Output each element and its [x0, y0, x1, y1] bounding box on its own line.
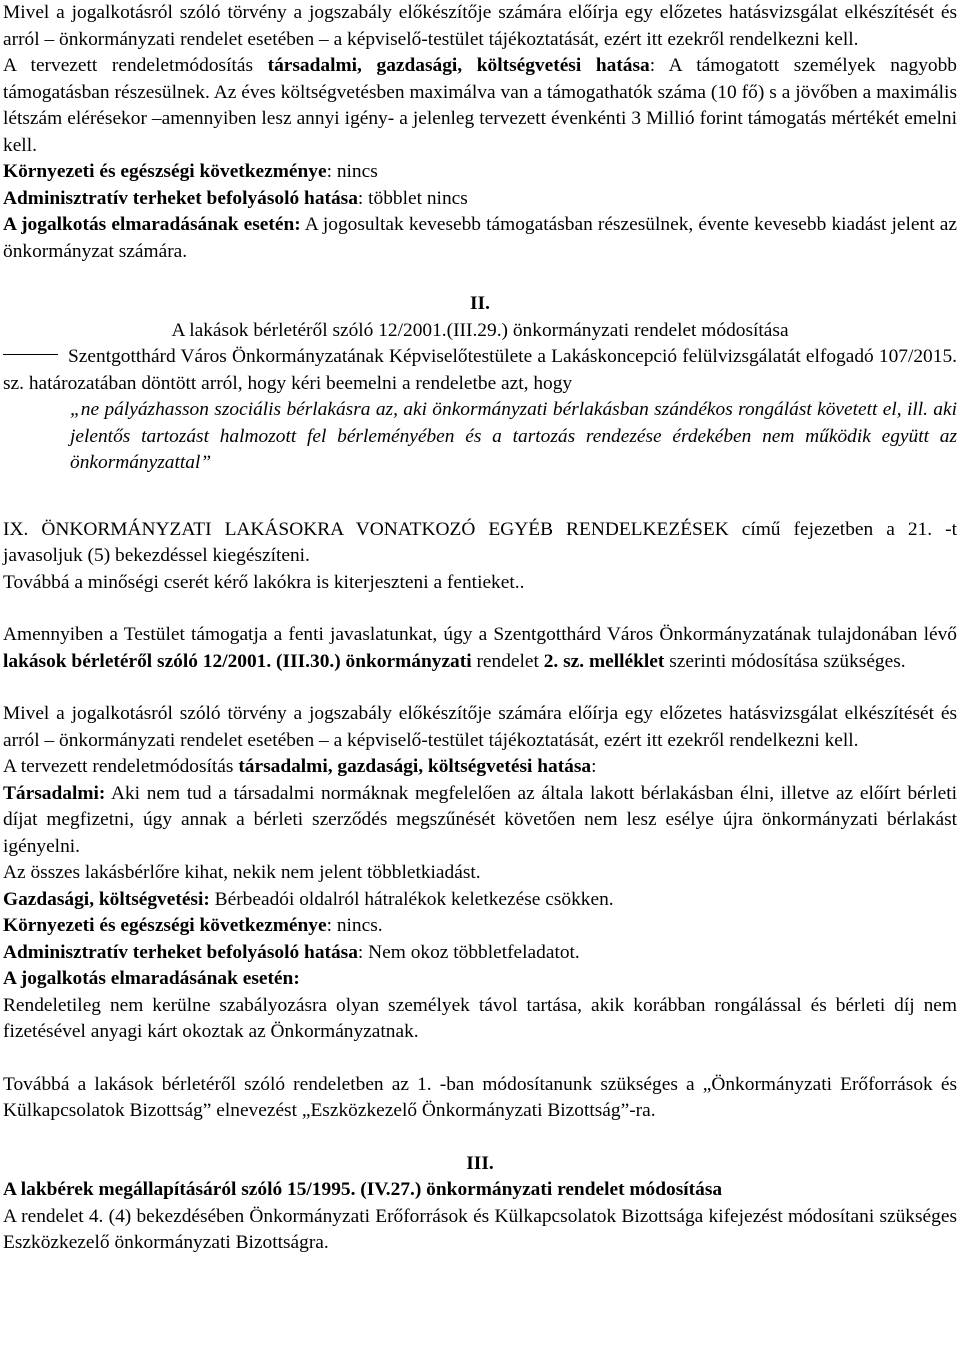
- economic-label: Gazdasági, költségvetési:: [3, 888, 210, 910]
- paragraph-rename: Továbbá a lakások bérletéről szóló rendeletben az 1. -ban módosítanunk szükséges a „Önkormányzati Erőforrások és Külkapcsolatok Bizottság” elnevezést „Eszközkezelő Önkormányzati Bizottság”-ra.: [3, 1073, 957, 1121]
- paragraph-impact-1: [3, 53, 957, 159]
- paragraph-section-iii: A rendelet 4. (4) bekezdésében Önkormányzati Erőforrások és Külkapcsolatok Bizottsága kifejezést módosítani szükséges Eszközkezelő önkormányzati Bizottságra.: [3, 1205, 957, 1253]
- env-text: : nincs: [326, 161, 378, 182]
- impact-label: társadalmi, gazdasági, költségvetési hatása: [267, 55, 650, 76]
- omission-text: A jogosultak kevesebb támogatásban részesülnek, évente kevesebb kiadást jelent az önkormányzat számára.: [3, 214, 957, 262]
- section-number-ii: II.: [470, 293, 490, 314]
- admin-label: Adminisztratív terheket befolyásoló hatása: [3, 187, 358, 209]
- paragraph-omission-label-2: A jogalkotás elmaradásának esetén:: [3, 968, 300, 989]
- paragraph-admin-2: Adminisztratív terheket befolyásoló hatása: Nem okoz többletfeladatot.: [3, 941, 580, 963]
- paragraph-law-notice-2: Mivel a jogalkotásról szóló törvény a jogszabály előkészítője számára előírja egy előzetes hatásvizsgálat elkészítését és arról – önkormányzati rendelet esetében – a képviselő-testület tájékoztatását, ezért itt ezekről rendelkezni kell.: [3, 703, 957, 751]
- social-label: Társadalmi:: [3, 782, 106, 804]
- dash-rule: [3, 354, 58, 355]
- admin-text: : többlet nincs: [357, 187, 468, 209]
- impact-intro: A tervezett rendeletmódosítás: [3, 55, 268, 76]
- paragraph-law-notice-1: Mivel a jogalkotásról szóló törvény a jogszabály előkészítője számára előírja egy előzetes hatásvizsgálat elkészítését és arról – önkormányzati rendelet esetében – a képviselő-testület tájékoztatását, ezért itt ezekről rendelkezni kell.: [3, 2, 957, 50]
- paragraph-impact-2: A tervezett rendeletmódosítás társadalmi, gazdasági, költségvetési hatása:: [3, 756, 597, 777]
- paragraph-economic: Gazdasági, költségvetési: Bérbeadói oldalról hátralékok keletkezése csökken.: [3, 888, 614, 910]
- paragraph-all-tenants: Az összes lakásbérlőre kihat, nekik nem jelent többletkiadást.: [3, 862, 481, 883]
- impact-text: : A támogatott személyek nagyobb támogatásban részesülnek. Az éves költségvetésben maximálva van a támogathatók száma (10 fő) s a jövőben a maximális létszám elérésekor –amennyiben lesz annyi igény- a jelenleg tervezett évenkénti 3 Millió forint támogatás mértékét emelni kell.: [3, 55, 957, 156]
- paragraph-further: Továbbá a minőségi cserét kérő lakókra is kiterjeszteni a fentieket..: [3, 571, 525, 593]
- paragraph-env-1: [3, 159, 957, 186]
- omission-label: A jogalkotás elmaradásának esetén:: [3, 214, 301, 235]
- env-label: Környezeti és egészségi következménye: [3, 161, 327, 182]
- paragraph-omission-1: [3, 212, 957, 265]
- admin-label-2: Adminisztratív terheket befolyásoló hatása: [3, 941, 358, 963]
- decision-text: Szentgotthárd Város Önkormányzatának Képviselőtestülete a Lakáskoncepció felülvizsgálatát elfogadó 107/2015. sz. határozatában döntött arról, hogy kéri beemelni a rendeletbe azt, hogy: [3, 346, 957, 394]
- impact-label-2: társadalmi, gazdasági, költségvetési hatása: [238, 756, 592, 777]
- proposal-quote: „ne pályázhasson szociális bérlakásra az, aki önkormányzati bérlakásban szándékos rongálást követett el, ill. aki jelentős tartozást halmozott fel bérleményében és a tartozás rendezése érdekében nem működik együtt az önkormányzattal”: [70, 399, 957, 473]
- paragraph-social: Társadalmi: Aki nem tud a társadalmi normáknak megfelelően az általa lakott bérlakásban élni, illetve az előírt bérleti díjat megfizetni, úgy annak a bérleti szerződés megszűnését követően nem lesz esélye újra önkormányzati bérlakást igényelni.: [3, 782, 957, 857]
- paragraph-omission-text-2: Rendeletileg nem kerülne szabályozásra olyan személyek távol tartása, akik korábban rongálással és bérleti díj nem fizetésével anyagi kárt okoztak az Önkormányzatnak.: [3, 994, 957, 1042]
- paragraph-support: Amennyiben a Testület támogatja a fenti javaslatunkat, úgy a Szentgotthárd Város Önkormányzatának tulajdonában lévő lakások bérletéről szóló 12/2001. (III.30.) önkormányzati rendelet 2. sz. melléklet szerinti módosítása szükséges.: [3, 624, 957, 672]
- section-title-ii: A lakások bérletéről szóló 12/2001.(III.29.) önkormányzati rendelet módosítása: [171, 319, 789, 341]
- paragraph-env-2: Környezeti és egészségi következménye: nincs.: [3, 915, 383, 936]
- env-label-2: Környezeti és egészségi következménye: [3, 915, 327, 936]
- paragraph-chapter: IX. ÖNKORMÁNYZATI LAKÁSOKRA VONATKOZÓ EGYÉB RENDELKEZÉSEK című fejezetben a 21. -t javasoljuk (5) bekezdéssel kiegészíteni.: [3, 518, 957, 566]
- paragraph-decision: [3, 344, 957, 397]
- paragraph-admin-1: [3, 186, 957, 213]
- section-title-iii: A lakbérek megállapításáról szóló 15/1995. (IV.27.) önkormányzati rendelet módosítása: [3, 1179, 723, 1200]
- section-number-iii: III.: [466, 1152, 494, 1174]
